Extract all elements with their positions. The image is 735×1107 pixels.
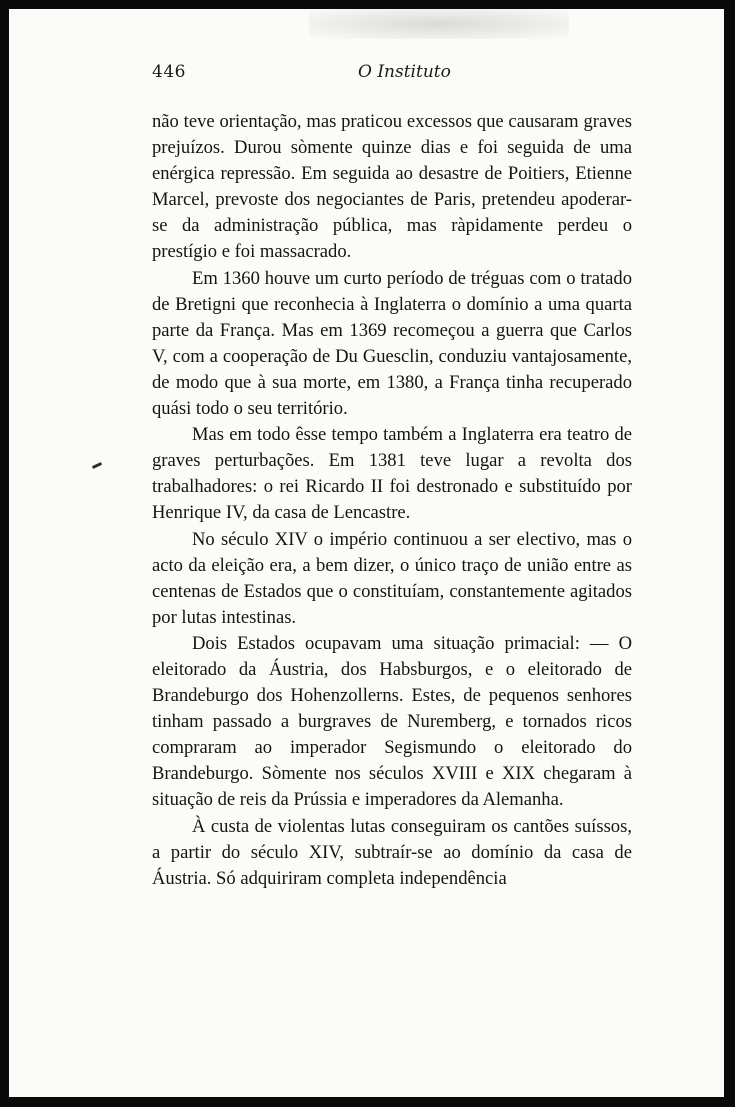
paragraph-5: Dois Estados ocupavam uma situação primacial: — O eleitorado da Áustria, dos Habsburgos, e o eleitorado de Brandeburgo dos Hohenzollerns. Estes, de pequenos senhores tinham passado a burgraves de Nuremberg, e tornados ricos compraram ao imperador Segismundo o eleitorado do Brandeburgo. Sòmente nos séculos XVIII e XIX chegaram à situação de reis da Prússia e imperadores da Alemanha.: [152, 632, 632, 811]
paragraph-2: Em 1360 houve um curto período de tréguas com o tratado de Bretigni que reconhecia à Inglaterra o domínio a uma quarta parte da França. Mas em 1369 recomeçou a guerra que Carlos V, com a cooperação de Du Guesclin, conduziu vantajosamente, de modo que à sua morte, em 1380, a França tinha recuperado quási todo o seu território.: [152, 267, 632, 420]
page-number: 446: [152, 62, 186, 82]
margin-mark: [92, 462, 102, 469]
paragraph-6: À custa de violentas lutas conseguiram os cantões suíssos, a partir do século XIV, subtraír-se ao domínio da casa de Áustria. Só adquiriram completa independência: [152, 815, 632, 889]
book-page: [9, 9, 724, 1097]
body-text: [152, 109, 632, 892]
journal-title: O Instituto: [358, 62, 451, 82]
paragraph-1: não teve orientação, mas praticou excessos que causaram graves prejuízos. Durou sòmente quinze dias e foi seguida de uma enérgica repressão. Em seguida ao desastre de Poitiers, Etienne Marcel, prevoste dos negociantes de Paris, pretendeu apoderar-se da administração pública, mas ràpidamente perdeu o prestígio e foi massacrado.: [152, 111, 632, 263]
running-head: [152, 62, 632, 88]
scan-smudge: [309, 9, 569, 39]
paragraph-3: Mas em todo êsse tempo também a Inglaterra era teatro de graves perturbações. Em 1381 teve lugar a revolta dos trabalhadores: o rei Ricardo II foi destronado e substituído por Henrique IV, da casa de Lencastre.: [152, 424, 632, 524]
paragraph-4: No século XIV o império continuou a ser electivo, mas o acto da eleição era, a bem dizer, o único traço de união entre as centenas de Estados que o constituíam, constantemente agitados por lutas intestinas.: [152, 528, 632, 628]
